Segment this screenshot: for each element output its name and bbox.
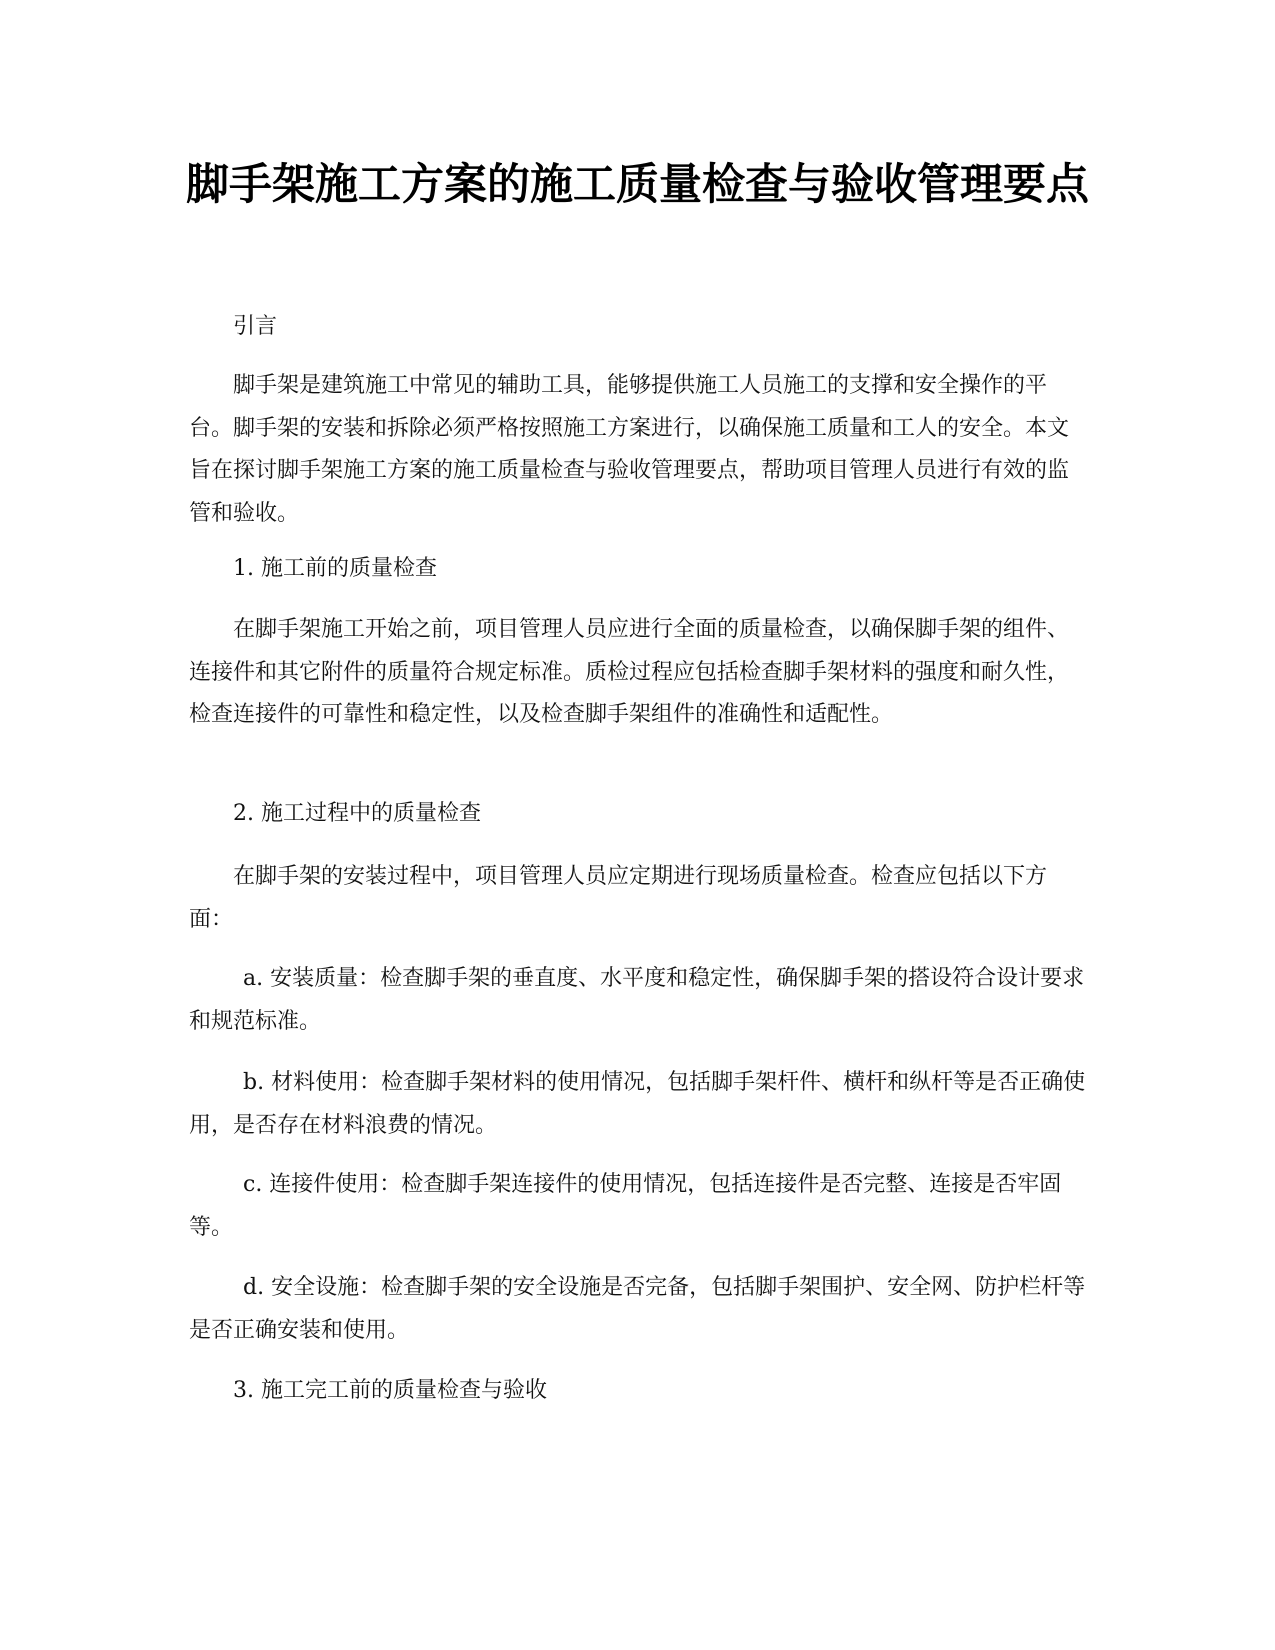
list-item-c: c. 连接件使用：检查脚手架连接件的使用情况，包括连接件是否完整、连接是否牢固等。 [189, 1172, 1062, 1240]
section-heading-1: 1. 施工前的质量检查 [233, 556, 437, 581]
paragraph-intro-heading: 引言 [233, 314, 278, 339]
document-title: 脚手架施工方案的施工质量检查与验收管理要点 [186, 160, 1089, 210]
list-item-b: b. 材料使用：检查脚手架材料的使用情况，包括脚手架杆件、横杆和纵杆等是否正确使用，是否存在材料浪费的情况。 [189, 1070, 1086, 1138]
paragraph-section-1: 在脚手架施工开始之前，项目管理人员应进行全面的质量检查，以确保脚手架的组件、连接件和其它附件的质量符合规定标准。质检过程应包括检查脚手架材料的强度和耐久性，检查连接件的可靠性和稳定性，以及检查脚手架组件的准确性和适配性。 [189, 617, 1070, 728]
list-item-d: d. 安全设施：检查脚手架的安全设施是否完备，包括脚手架围护、安全网、防护栏杆等是否正确安装和使用。 [189, 1275, 1086, 1343]
section-heading-3: 3. 施工完工前的质量检查与验收 [233, 1378, 547, 1403]
paragraph-section-2: 在脚手架的安装过程中，项目管理人员应定期进行现场质量检查。检查应包括以下方面： [189, 864, 1048, 932]
paragraph-intro-body: 脚手架是建筑施工中常见的辅助工具，能够提供施工人员施工的支撑和安全操作的平台。脚手架的安装和拆除必须严格按照施工方案进行，以确保施工质量和工人的安全。本文旨在探讨脚手架施工方案的施工质量检查与验收管理要点，帮助项目管理人员进行有效的监管和验收。 [189, 373, 1070, 526]
section-heading-2: 2. 施工过程中的质量检查 [233, 801, 481, 826]
list-item-a: a. 安装质量：检查脚手架的垂直度、水平度和稳定性，确保脚手架的搭设符合设计要求和规范标准。 [189, 966, 1085, 1034]
